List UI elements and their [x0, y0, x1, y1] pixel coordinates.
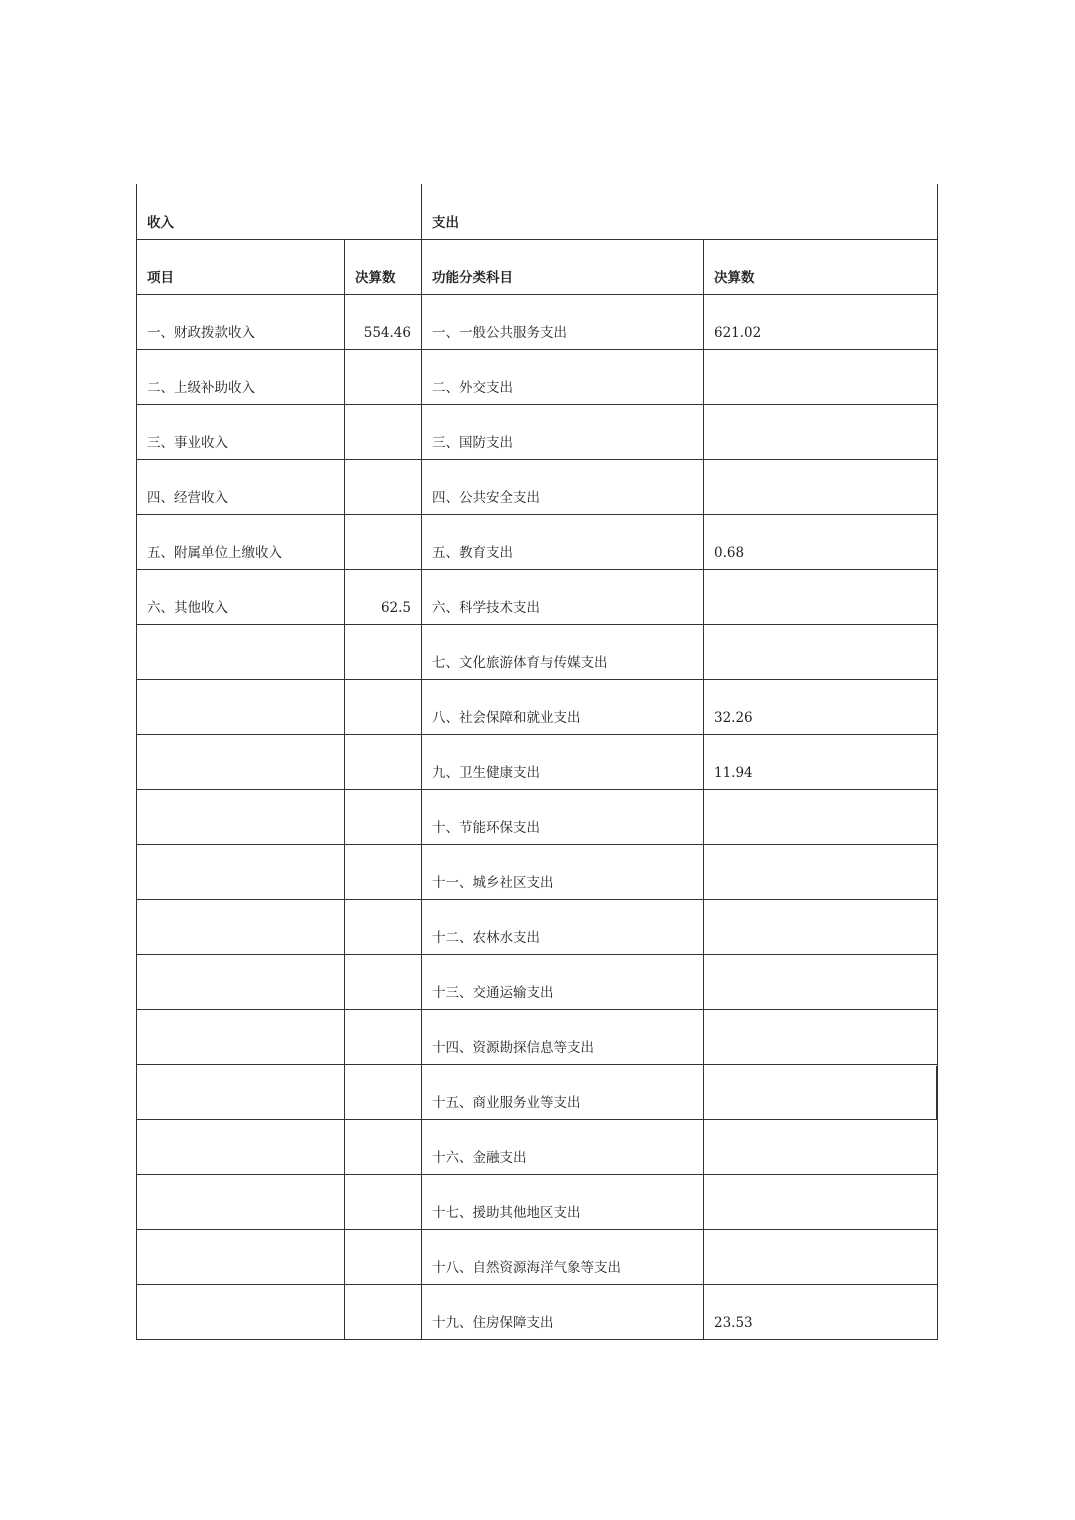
table-row — [137, 1284, 938, 1339]
table-row — [137, 734, 938, 789]
table-row — [137, 349, 938, 404]
col-header-function: 功能分类科目 — [422, 239, 704, 294]
expense-item-cell: 五、教育支出 — [422, 514, 704, 569]
income-amount-cell — [345, 1119, 422, 1174]
expense-item-cell: 二、外交支出 — [422, 349, 704, 404]
income-item-cell: 四、经营收入 — [137, 459, 345, 514]
table-row — [137, 1119, 938, 1174]
expense-amount-cell — [704, 569, 938, 624]
income-item-cell — [137, 1064, 345, 1119]
expense-item-cell: 十、节能环保支出 — [422, 789, 704, 844]
table-row — [137, 1009, 938, 1064]
income-item-cell — [137, 1119, 345, 1174]
col-header-item: 项目 — [137, 239, 345, 294]
expense-item-cell: 十二、农林水支出 — [422, 899, 704, 954]
income-item-cell: 五、附属单位上缴收入 — [137, 514, 345, 569]
table-edge-line — [936, 1066, 937, 1120]
income-amount-cell — [345, 734, 422, 789]
expense-item-cell: 十九、住房保障支出 — [422, 1284, 704, 1339]
income-item-cell — [137, 1284, 345, 1339]
expense-amount-cell: 0.68 — [704, 514, 938, 569]
table-row — [137, 624, 938, 679]
table-row — [137, 954, 938, 1009]
expense-amount-cell — [704, 1174, 938, 1229]
table-row — [137, 679, 938, 734]
income-amount-cell — [345, 514, 422, 569]
income-item-cell — [137, 679, 345, 734]
expense-amount-cell — [704, 1229, 938, 1284]
income-item-cell — [137, 899, 345, 954]
expense-item-cell: 十五、商业服务业等支出 — [422, 1064, 704, 1119]
expense-amount-cell — [704, 459, 938, 514]
expense-item-cell: 九、卫生健康支出 — [422, 734, 704, 789]
expense-amount-cell — [704, 1009, 938, 1064]
income-amount-cell: 554.46 — [345, 294, 422, 349]
income-amount-cell — [345, 404, 422, 459]
expense-item-cell: 十八、自然资源海洋气象等支出 — [422, 1229, 704, 1284]
income-amount-cell — [345, 1009, 422, 1064]
expense-item-cell: 十三、交通运输支出 — [422, 954, 704, 1009]
income-amount-cell — [345, 349, 422, 404]
expense-item-cell: 一、一般公共服务支出 — [422, 294, 704, 349]
income-amount-cell: 62.5 — [345, 569, 422, 624]
income-item-cell — [137, 1009, 345, 1064]
income-item-cell — [137, 789, 345, 844]
income-item-cell — [137, 954, 345, 1009]
table-row — [137, 569, 938, 624]
section-header-row — [137, 184, 938, 239]
expense-amount-cell — [704, 899, 938, 954]
income-amount-cell — [345, 1174, 422, 1229]
expense-item-cell: 六、科学技术支出 — [422, 569, 704, 624]
table-row — [137, 459, 938, 514]
income-amount-cell — [345, 1229, 422, 1284]
income-item-cell — [137, 1229, 345, 1284]
table-row — [137, 1229, 938, 1284]
expense-amount-cell: 32.26 — [704, 679, 938, 734]
expense-item-cell: 十七、援助其他地区支出 — [422, 1174, 704, 1229]
table-row — [137, 1174, 938, 1229]
income-item-cell — [137, 624, 345, 679]
expense-amount-cell — [704, 844, 938, 899]
income-section-title: 收入 — [137, 184, 422, 239]
expense-amount-cell — [704, 404, 938, 459]
expense-amount-cell: 621.02 — [704, 294, 938, 349]
column-header-row — [137, 239, 938, 294]
table-row — [137, 404, 938, 459]
col-header-expense-amount: 决算数 — [704, 239, 938, 294]
income-amount-cell — [345, 1284, 422, 1339]
expense-amount-cell: 11.94 — [704, 734, 938, 789]
income-item-cell — [137, 844, 345, 899]
col-header-income-amount: 决算数 — [345, 239, 422, 294]
income-amount-cell — [345, 624, 422, 679]
income-amount-cell — [345, 899, 422, 954]
expense-item-cell: 十六、金融支出 — [422, 1119, 704, 1174]
table-row — [137, 789, 938, 844]
expense-item-cell: 八、社会保障和就业支出 — [422, 679, 704, 734]
income-amount-cell — [345, 1064, 422, 1119]
expense-amount-cell — [704, 624, 938, 679]
expense-item-cell: 十一、城乡社区支出 — [422, 844, 704, 899]
expense-item-cell: 三、国防支出 — [422, 404, 704, 459]
income-item-cell: 二、上级补助收入 — [137, 349, 345, 404]
income-amount-cell — [345, 789, 422, 844]
expense-amount-cell: 23.53 — [704, 1284, 938, 1339]
income-item-cell — [137, 734, 345, 789]
income-expense-table — [136, 184, 938, 1340]
expense-amount-cell — [704, 789, 938, 844]
income-amount-cell — [345, 459, 422, 514]
income-item-cell: 一、财政拨款收入 — [137, 294, 345, 349]
expense-section-title: 支出 — [422, 184, 938, 239]
table-row — [137, 294, 938, 349]
income-item-cell: 三、事业收入 — [137, 404, 345, 459]
income-item-cell — [137, 1174, 345, 1229]
expense-amount-cell — [704, 349, 938, 404]
expense-item-cell: 七、文化旅游体育与传媒支出 — [422, 624, 704, 679]
income-amount-cell — [345, 679, 422, 734]
expense-item-cell: 四、公共安全支出 — [422, 459, 704, 514]
income-amount-cell — [345, 844, 422, 899]
table-row — [137, 899, 938, 954]
expense-amount-cell — [704, 1119, 938, 1174]
expense-amount-cell — [704, 954, 938, 1009]
expense-amount-cell — [704, 1064, 938, 1119]
table-row — [137, 844, 938, 899]
table-row — [137, 1064, 938, 1119]
income-amount-cell — [345, 954, 422, 1009]
expense-item-cell: 十四、资源勘探信息等支出 — [422, 1009, 704, 1064]
income-item-cell: 六、其他收入 — [137, 569, 345, 624]
table-row — [137, 514, 938, 569]
